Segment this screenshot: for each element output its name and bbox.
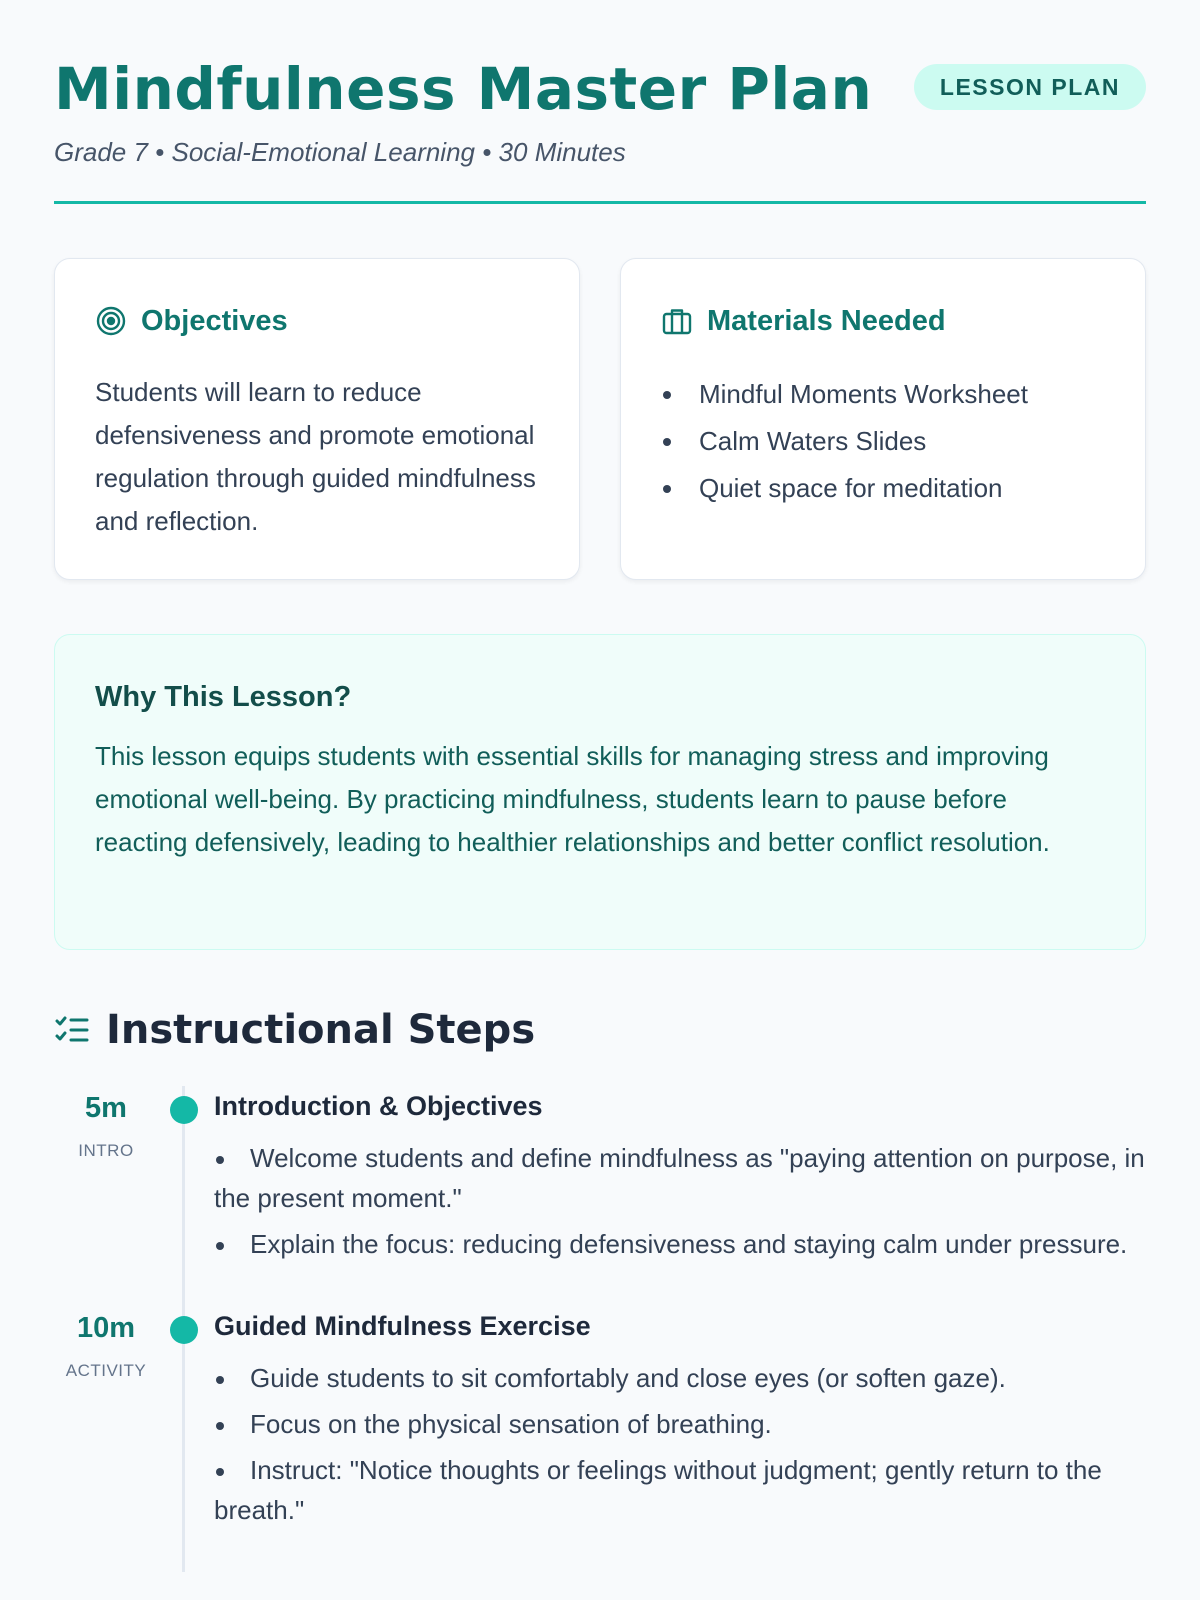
materials-header: [661, 303, 1105, 339]
step-bullets: [214, 1358, 1146, 1530]
lesson-plan-badge: LESSON PLAN: [914, 64, 1146, 110]
list-item: Welcome students and define mindfulness as "paying attention on purpose, in the present moment.": [214, 1138, 1146, 1218]
page-title: Mindfulness Master Plan: [54, 55, 873, 123]
steps-title: Instructional Steps: [106, 1007, 536, 1053]
overview-cards: [54, 258, 1146, 580]
step-item: [54, 1086, 1146, 1306]
target-icon: [95, 305, 127, 337]
step-title: Guided Mindfulness Exercise: [214, 1311, 591, 1341]
list-item: Guide students to sit comfortably and close eyes (or soften gaze).: [214, 1358, 1146, 1398]
list-item: Mindful Moments Worksheet: [661, 371, 1105, 418]
page-subtitle: Grade 7 • Social-Emotional Learning • 30 Minutes: [54, 137, 626, 167]
steps-timeline: [54, 1086, 1146, 1572]
materials-list: [661, 371, 1105, 512]
list-item: Quiet space for meditation: [661, 465, 1105, 512]
step-body: [214, 1086, 1146, 1306]
why-title: Why This Lesson?: [95, 681, 352, 713]
steps-header: [54, 1004, 1146, 1056]
objectives-card: [54, 258, 580, 580]
step-time: [54, 1306, 158, 1572]
step-time: [54, 1086, 158, 1306]
step-kind: INTRO: [78, 1141, 134, 1160]
step-duration: 10m: [76, 1312, 136, 1344]
step-body: [214, 1306, 1146, 1572]
briefcase-icon: [661, 305, 693, 337]
page-header: [54, 0, 1146, 204]
timeline-dot: [170, 1316, 198, 1344]
step-title: Introduction & Objectives: [214, 1091, 543, 1121]
why-this-lesson-box: [54, 634, 1146, 950]
objectives-title: Objectives: [141, 304, 288, 337]
step-duration: 5m: [85, 1092, 127, 1124]
step-item: [54, 1306, 1146, 1572]
timeline-rail: [158, 1086, 214, 1306]
step-kind: ACTIVITY: [65, 1361, 147, 1380]
objectives-text: Students will learn to reduce defensiveness and promote emotional regulation through guided mindfulness and reflection.: [95, 377, 536, 536]
timeline-dot: [170, 1096, 198, 1124]
materials-title: Materials Needed: [707, 304, 946, 337]
list-item: Explain the focus: reducing defensiveness and staying calm under pressure.: [214, 1224, 1146, 1264]
timeline-rail: [158, 1306, 214, 1572]
checklist-icon: [54, 1012, 90, 1048]
objectives-header: [95, 303, 539, 339]
materials-card: [620, 258, 1146, 580]
step-bullets: [214, 1138, 1146, 1264]
instructional-steps-section: [54, 1004, 1146, 1572]
why-text: This lesson equips students with essential skills for managing stress and improving emotional well-being. By practicing mindfulness, students learn to pause before reacting defensively, leading to healthier relationships and better conflict resolution.: [95, 741, 1050, 857]
list-item: Instruct: "Notice thoughts or feelings without judgment; gently return to the breath.": [214, 1450, 1146, 1530]
list-item: Calm Waters Slides: [661, 418, 1105, 465]
list-item: Focus on the physical sensation of breathing.: [214, 1404, 1146, 1444]
